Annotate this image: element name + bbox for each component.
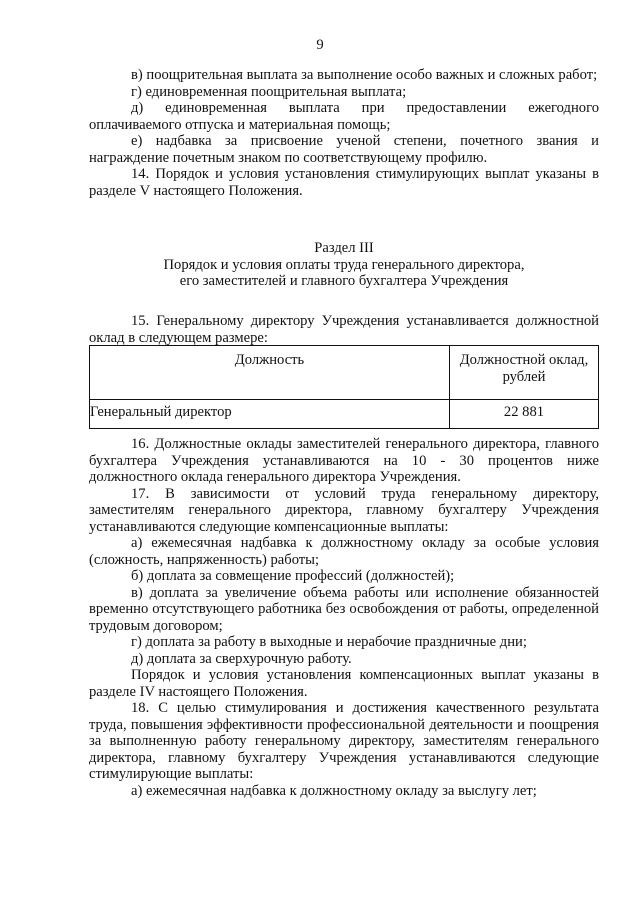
payments-list-continued xyxy=(89,67,599,199)
list-item: а) ежемесячная надбавка к должностному окладу за особые условия (сложность, напряженность) работы; xyxy=(89,535,599,568)
list-item: а) ежемесячная надбавка к должностному окладу за выслугу лет; xyxy=(131,782,537,799)
paragraph-17-note: Порядок и условия установления компенсационных выплат указаны в разделе IV настоящего Положения. xyxy=(89,667,599,700)
list-item: д) доплата за сверхурочную работу. xyxy=(131,650,352,667)
salary-table xyxy=(89,345,599,429)
paragraph-17: 17. В зависимости от условий труда генеральному директору, заместителям генерального директора, главному бухгалтеру Учреждения устанавливаются следующие компенсационные выплаты: xyxy=(89,485,599,535)
paragraph-14: 14. Порядок и условия установления стимулирующих выплат указаны в разделе V настоящего Положения. xyxy=(89,166,599,199)
list-item: д) единовременная выплата при предоставлении ежегодного оплачиваемого отпуска и материальная помощь; xyxy=(89,100,599,133)
paragraph-15: 15. Генеральному директору Учреждения устанавливается должностной оклад в следующем размере: xyxy=(89,313,599,346)
paragraph-18: 18. С целью стимулирования и достижения качественного результата труда, повышения эффективности профессиональной деятельности и поощрения за выполненную работу генеральному директору, заместителям генерального директора, главному бухгалтеру Учреждения устанавливаются следующие стимулирующие выплаты: xyxy=(89,700,599,782)
section-title-line-1: Порядок и условия оплаты труда генерального директора, xyxy=(163,256,525,273)
table-header-row xyxy=(90,346,599,400)
section-heading xyxy=(89,240,599,290)
cell-position: Генеральный директор xyxy=(90,400,450,429)
list-item: г) доплата за работу в выходные и нерабочие праздничные дни; xyxy=(131,634,527,650)
header-salary: Должностной оклад, рублей xyxy=(450,346,599,400)
paragraphs-16-18 xyxy=(89,436,599,799)
paragraph-15-block xyxy=(89,313,599,346)
list-item: в) доплата за увеличение объема работы или исполнение обязанностей временно отсутствующего работника без освобождения от работы, определенной трудовым договором; xyxy=(89,584,599,634)
page-number: 9 xyxy=(316,37,324,53)
list-item: е) надбавка за присвоение ученой степени, почетного звания и награждение почетным знаком по соответствующему профилю. xyxy=(89,133,599,166)
list-item: г) единовременная поощрительная выплата; xyxy=(131,83,407,100)
cell-salary: 22 881 xyxy=(450,400,599,429)
section-title-line-2: его заместителей и главного бухгалтера Учреждения xyxy=(179,273,509,289)
list-item: в) поощрительная выплата за выполнение особо важных и сложных работ; xyxy=(131,67,598,83)
section-label: Раздел III xyxy=(314,240,374,256)
table-row xyxy=(90,400,599,429)
header-position: Должность xyxy=(90,346,450,400)
list-item: б) доплата за совмещение профессий (должностей); xyxy=(131,568,455,584)
paragraph-16: 16. Должностные оклады заместителей генерального директора, главного бухгалтера Учреждения устанавливаются на 10 - 30 процентов ниже должностного оклада генерального директора Учреждения. xyxy=(89,436,599,485)
